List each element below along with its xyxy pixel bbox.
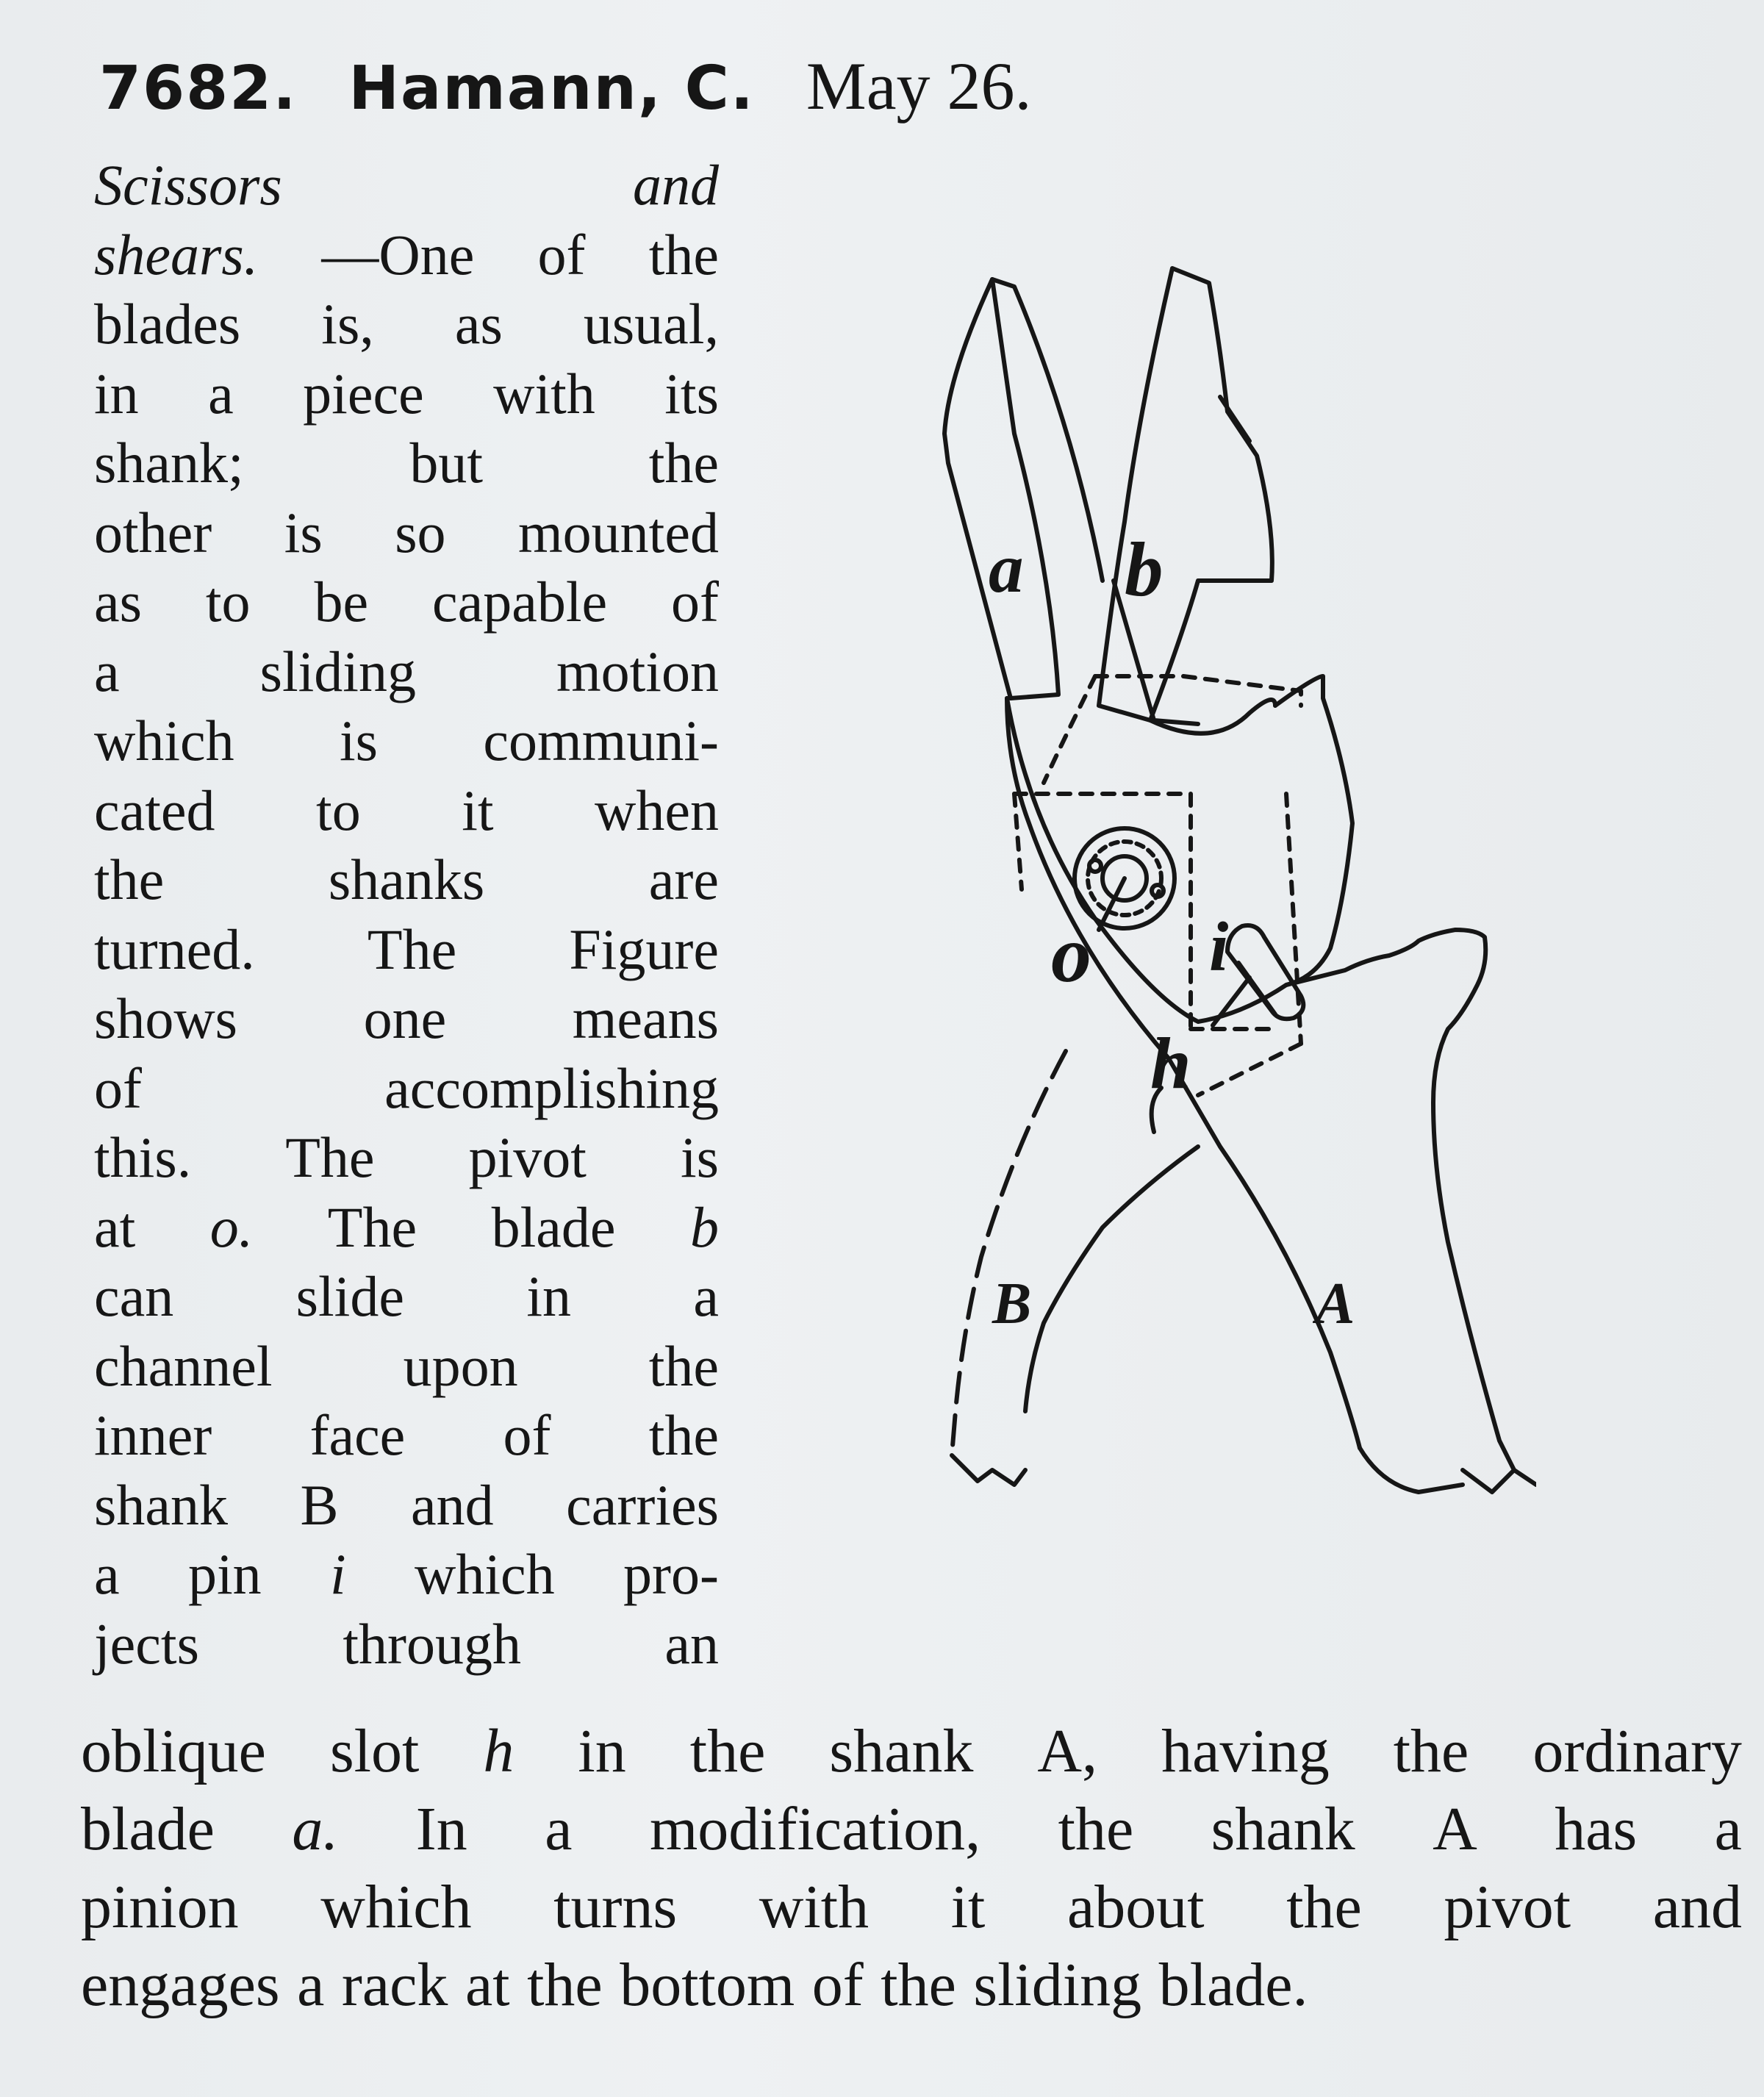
word: a. xyxy=(292,1795,339,1863)
word: blade. xyxy=(1158,1951,1308,2019)
oblique-slot xyxy=(1227,925,1303,1019)
word: modification, xyxy=(649,1795,981,1863)
word: having xyxy=(1161,1717,1330,1785)
word: of xyxy=(671,570,719,634)
patent-date: May 26. xyxy=(806,49,1032,123)
word: pivot xyxy=(468,1125,587,1189)
word: of xyxy=(94,1055,142,1120)
shank-b-outline xyxy=(952,1051,1066,1455)
word: of xyxy=(537,222,586,287)
word: the xyxy=(648,1403,719,1467)
word: h xyxy=(483,1717,514,1785)
word: o. xyxy=(209,1194,254,1259)
column-line xyxy=(94,1332,719,1402)
word: the xyxy=(1286,1873,1362,1941)
word: channel xyxy=(94,1333,273,1398)
patent-number: 7682. xyxy=(99,54,298,123)
blade-b-outline xyxy=(1099,268,1272,720)
word: blade xyxy=(491,1194,616,1259)
column-line xyxy=(94,776,719,846)
column-line xyxy=(94,1401,719,1471)
word: shows xyxy=(94,986,238,1050)
wide-line xyxy=(81,1868,1742,1946)
abstract-continuation xyxy=(81,1713,1742,2024)
word: inner xyxy=(94,1403,212,1467)
word: which xyxy=(415,1542,555,1606)
word: pro- xyxy=(623,1542,719,1606)
column-line xyxy=(94,429,719,498)
wide-line xyxy=(81,1946,1742,2024)
word: a xyxy=(545,1795,573,1863)
word: B xyxy=(300,1472,339,1537)
word: ordinary xyxy=(1532,1717,1742,1785)
word: the xyxy=(689,1717,766,1785)
word: to xyxy=(316,778,361,842)
word: which xyxy=(320,1873,472,1941)
word: and xyxy=(411,1472,494,1537)
word: with xyxy=(759,1873,870,1941)
word: and xyxy=(633,153,719,217)
scissors-drawing xyxy=(904,265,1536,1558)
word: one xyxy=(363,986,447,1050)
word: shank; xyxy=(94,431,244,495)
word: a xyxy=(208,361,234,426)
word: when xyxy=(595,778,719,842)
word: engages xyxy=(81,1951,280,2019)
word: pivot xyxy=(1444,1873,1571,1941)
column-line xyxy=(94,1123,719,1193)
word: blade xyxy=(81,1795,215,1863)
word: The xyxy=(285,1125,375,1189)
word: pin xyxy=(187,1542,262,1606)
blade-a-outline xyxy=(944,279,1058,698)
word: face xyxy=(309,1403,406,1467)
word: as xyxy=(454,292,503,356)
column-line xyxy=(94,1471,719,1541)
word: of xyxy=(811,1951,864,2019)
word: the xyxy=(1393,1717,1469,1785)
column-line xyxy=(94,706,719,776)
word: sliding xyxy=(259,639,416,703)
word: of xyxy=(503,1403,551,1467)
word: Figure xyxy=(569,917,719,981)
word: A xyxy=(1433,1795,1477,1863)
word: at xyxy=(465,1951,510,2019)
column-line xyxy=(94,637,719,707)
column-line xyxy=(94,915,719,985)
word: i xyxy=(330,1542,346,1606)
word: the xyxy=(648,431,719,495)
column-line xyxy=(94,221,719,290)
column-line xyxy=(94,1262,719,1332)
word: a xyxy=(693,1264,719,1328)
column-line xyxy=(94,151,719,221)
column-line xyxy=(94,567,719,637)
word: In xyxy=(415,1795,467,1863)
word: means xyxy=(572,986,719,1050)
word: through xyxy=(343,1611,521,1676)
word: the xyxy=(648,1333,719,1398)
wide-line xyxy=(81,1790,1742,1868)
word: its xyxy=(664,361,719,426)
column-line xyxy=(94,290,719,359)
word: a xyxy=(1714,1795,1742,1863)
figure-label-shank-a: A xyxy=(1316,1272,1355,1336)
scissors-figure xyxy=(904,265,1536,1558)
wide-line xyxy=(81,1713,1742,1790)
word: at xyxy=(94,1194,136,1259)
word: sliding xyxy=(973,1951,1142,2019)
column-line xyxy=(94,498,719,568)
word: upon xyxy=(403,1333,518,1398)
column-line xyxy=(94,1540,719,1610)
word: carries xyxy=(566,1472,719,1537)
column-line xyxy=(94,1193,719,1263)
figure-label-part-b: b xyxy=(1125,526,1164,612)
word: capable xyxy=(431,570,608,634)
word: the xyxy=(94,847,165,911)
inventor-name: Hamann, C. xyxy=(348,54,755,123)
column-line xyxy=(94,1054,719,1124)
word: Scissors xyxy=(94,153,282,217)
word: the xyxy=(1058,1795,1134,1863)
figure-label-part-o: o xyxy=(1051,909,1091,999)
column-line xyxy=(94,984,719,1054)
word: communi- xyxy=(483,709,719,773)
word: the xyxy=(527,1951,603,2019)
word: about xyxy=(1066,1873,1205,1941)
word: the xyxy=(881,1951,956,2019)
word: turned. xyxy=(94,917,255,981)
word: shanks xyxy=(328,847,485,911)
figure-label-part-h: h xyxy=(1150,1022,1191,1104)
column-line xyxy=(94,1610,719,1680)
word: but xyxy=(409,431,484,495)
word: pinion xyxy=(81,1873,239,1941)
figure-label-part-a: a xyxy=(989,529,1024,607)
word: an xyxy=(664,1611,719,1676)
word: The xyxy=(367,917,457,981)
word: in xyxy=(578,1717,626,1785)
word: shank xyxy=(94,1472,228,1537)
word: in xyxy=(526,1264,571,1328)
word: it xyxy=(950,1873,986,1941)
word: so xyxy=(395,500,446,564)
word: jects xyxy=(94,1611,199,1676)
word: cated xyxy=(94,778,215,842)
word: oblique xyxy=(81,1717,266,1785)
word: this. xyxy=(94,1125,192,1189)
word: as xyxy=(94,570,142,634)
word: it xyxy=(462,778,494,842)
abstract-column xyxy=(94,151,719,1679)
word: in xyxy=(94,361,139,426)
word: shank xyxy=(1211,1795,1355,1863)
word: bottom xyxy=(620,1951,795,2019)
word: —One xyxy=(321,222,475,287)
word: is xyxy=(339,709,379,773)
column-line xyxy=(94,359,719,429)
word: mounted xyxy=(518,500,719,564)
word: the xyxy=(648,222,719,287)
figure-label-shank-b: B xyxy=(992,1272,1032,1336)
word: a xyxy=(297,1951,325,2019)
word: other xyxy=(94,500,212,564)
word: is xyxy=(284,500,323,564)
word: blades xyxy=(94,292,241,356)
word: a xyxy=(94,639,120,703)
word: turns xyxy=(553,1873,678,1941)
word: b xyxy=(689,1194,719,1259)
word: a xyxy=(94,1542,120,1606)
word: The xyxy=(327,1194,417,1259)
word: slide xyxy=(295,1264,404,1328)
word: shank xyxy=(829,1717,974,1785)
word: is, xyxy=(321,292,374,356)
word: with xyxy=(493,361,595,426)
word: and xyxy=(1652,1873,1742,1941)
word: to xyxy=(205,570,251,634)
word: accomplishing xyxy=(384,1055,719,1120)
word: is xyxy=(680,1125,719,1189)
word: slot xyxy=(329,1717,420,1785)
word: has xyxy=(1555,1795,1638,1863)
word: A, xyxy=(1037,1717,1098,1785)
word: which xyxy=(94,709,234,773)
word: can xyxy=(94,1264,174,1328)
word: shears. xyxy=(94,222,259,287)
word: motion xyxy=(556,639,719,703)
word: rack xyxy=(341,1951,448,2019)
figure-label-part-i: i xyxy=(1209,908,1229,986)
word: be xyxy=(314,570,369,634)
word: usual, xyxy=(583,292,719,356)
patent-header xyxy=(99,46,1716,126)
word: piece xyxy=(303,361,424,426)
word: are xyxy=(648,847,719,911)
column-line xyxy=(94,845,719,915)
